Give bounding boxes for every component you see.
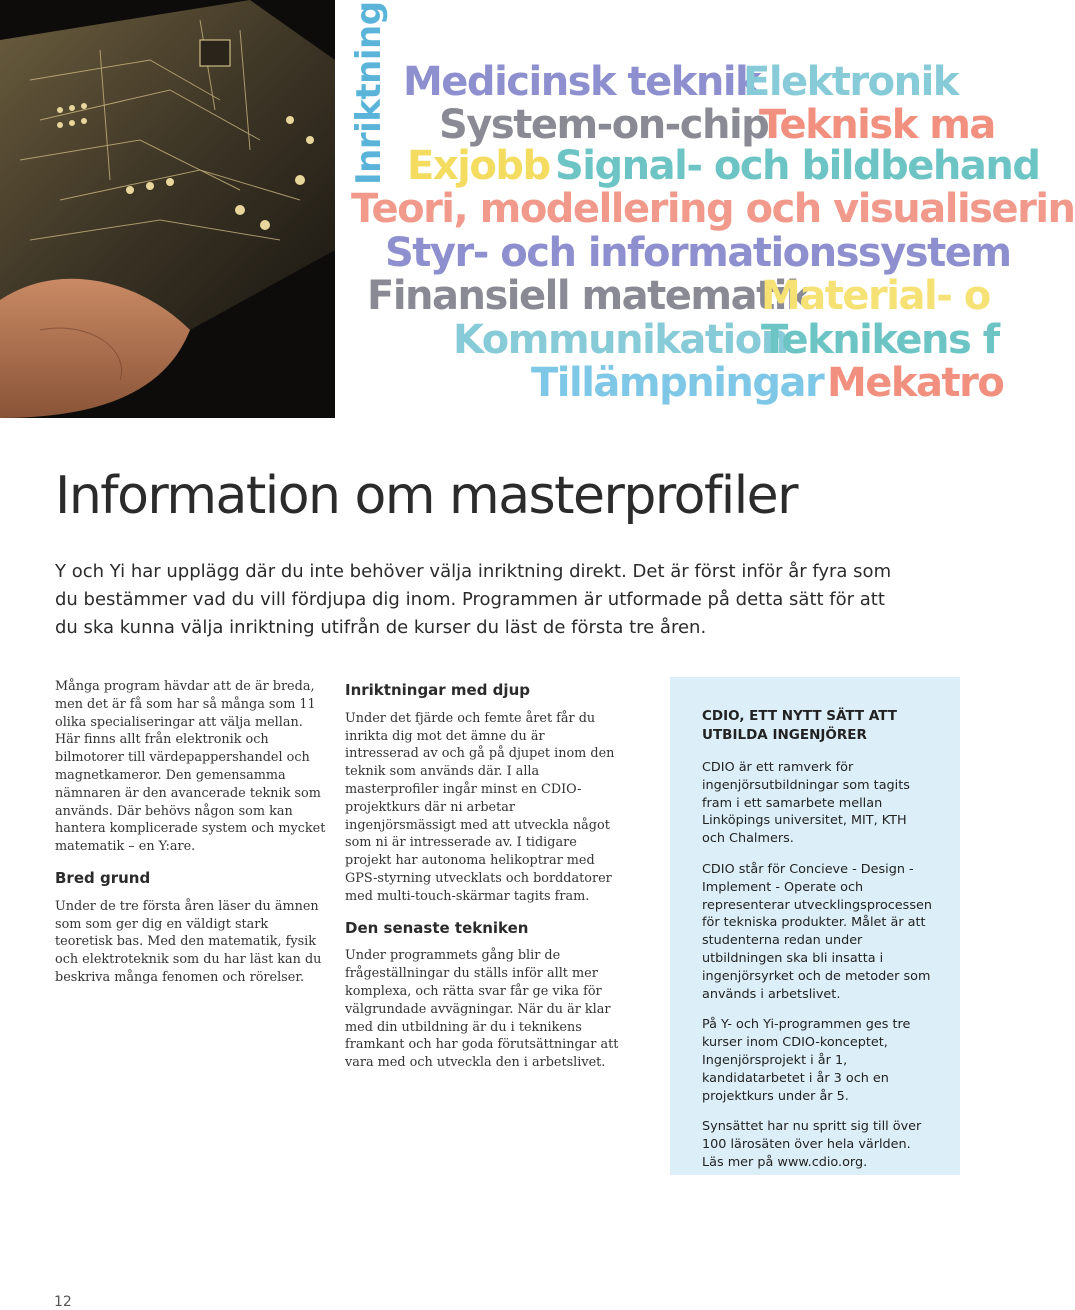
cloud-word: Teknisk ma — [759, 102, 995, 148]
cloud-word: Elektronik — [743, 59, 958, 105]
circuit-board-photo — [0, 0, 335, 418]
body-paragraph: Under de tre första åren läser du ämnen som som ger dig en väldigt stark teoretisk bas. Med den matematik, fysik och elektroteknik som du har läst kan du beskriva många fenomen och rörelser. — [55, 898, 322, 985]
column-left — [55, 678, 327, 1001]
cloud-word: Tillämpningar — [531, 360, 824, 406]
cloud-word: Teknikens f — [761, 317, 999, 363]
cloud-word: Teori, modellering och visualiserin — [351, 186, 1075, 232]
box-heading: CDIO, ETT NYTT SÄTT ATT UTBILDA INGENJÖRER — [702, 708, 897, 743]
cloud-word: Material- o — [761, 273, 990, 319]
box-paragraph: Synsättet har nu spritt sig till över 100 lärosäten över hela världen. Läs mer på www.cdio.org. — [702, 1119, 922, 1170]
section-heading: Den senaste tekniken — [345, 918, 529, 937]
box-paragraph: CDIO står för Concieve - Design - Implement - Operate och representerar utvecklingsprocessen för tekniska produkter. Målet är att studenterna redan under utbildningen ska bli insatta i ingenjörsyrket och de metoder som används i arbetslivet. — [702, 861, 932, 1002]
cloud-word: Signal- och bildbehand — [555, 143, 1040, 189]
intro-paragraph: Y och Yi har upplägg där du inte behöver välja inriktning direkt. Det är först inför år fyra som du bestämmer vad du vill fördjupa dig inom. Programmen är utformade på detta sätt för att du ska kunna välja inriktning utifrån de kurser du läst de första tre åren. — [55, 561, 892, 638]
body-paragraph: Under det fjärde och femte året får du inrikta dig mot det ämne du är intresserad av och gå på djupet inom den teknik som används där. I alla masterprofiler ingår minst en CDIO-projektkurs där ni arbetar ingenjörsmässigt med att utveckla något som ni är intresserade av. I tidigare projekt har autonoma helikoptrar med GPS-styrning utvecklats och borddatorer med multi-touch-skärmar tagits fram. — [345, 710, 615, 904]
box-paragraph: På Y- och Yi-programmen ges tre kurser inom CDIO-konceptet, Ingenjörsprojekt i år 1, kandidatarbetet i år 3 och en projektkurs under år 5. — [702, 1017, 911, 1104]
cloud-word: Medicinsk teknik — [403, 59, 761, 105]
column-middle — [345, 682, 620, 1086]
body-paragraph: Under programmets gång blir de frågeställningar du ställs inför allt mer komplexa, och rätta svar får ge vika för välgrundade avvägningar. När du är klar med din utbildning är du i teknikens framkant och har goda förutsättningar att vara med och utveckla den i arbetslivet. — [345, 948, 619, 1071]
cloud-word: Mekatro — [827, 360, 1004, 406]
cloud-word: Exjobb — [407, 143, 550, 189]
body-paragraph: Många program hävdar att de är breda, men det är få som har så många som 11 olika specialiseringar att välja mellan. Här finns allt från elektronik och bilmotorer till värdepappershandel och magnetkameror. Den gemensamma nämnaren är den avancerade teknik som används. Där behövs någon som kan hantera komplicerade system och mycket matematik – en Y:are. — [55, 679, 326, 855]
section-heading: Inriktningar med djup — [345, 681, 530, 699]
cloud-word: Styr- och informationssystem — [385, 230, 1011, 276]
section-heading: Bred grund — [55, 868, 151, 887]
cloud-word: Kommunikation — [453, 317, 788, 363]
cloud-word: Finansiell matematik — [367, 273, 812, 319]
cdio-info-box — [670, 677, 960, 1175]
box-paragraph: CDIO är ett ramverk för ingenjörsutbildningar som tagits fram i ett samarbete mellan Linköpings universitet, MIT, KTH och Chalmers. — [702, 760, 910, 847]
page-number: 12 — [54, 1294, 72, 1310]
cloud-words-area — [335, 0, 1075, 418]
page-title: Information om masterprofiler — [55, 466, 798, 526]
cloud-vertical-word: Inriktning — [349, 1, 389, 185]
cloud-word: System-on-chip — [439, 102, 769, 148]
